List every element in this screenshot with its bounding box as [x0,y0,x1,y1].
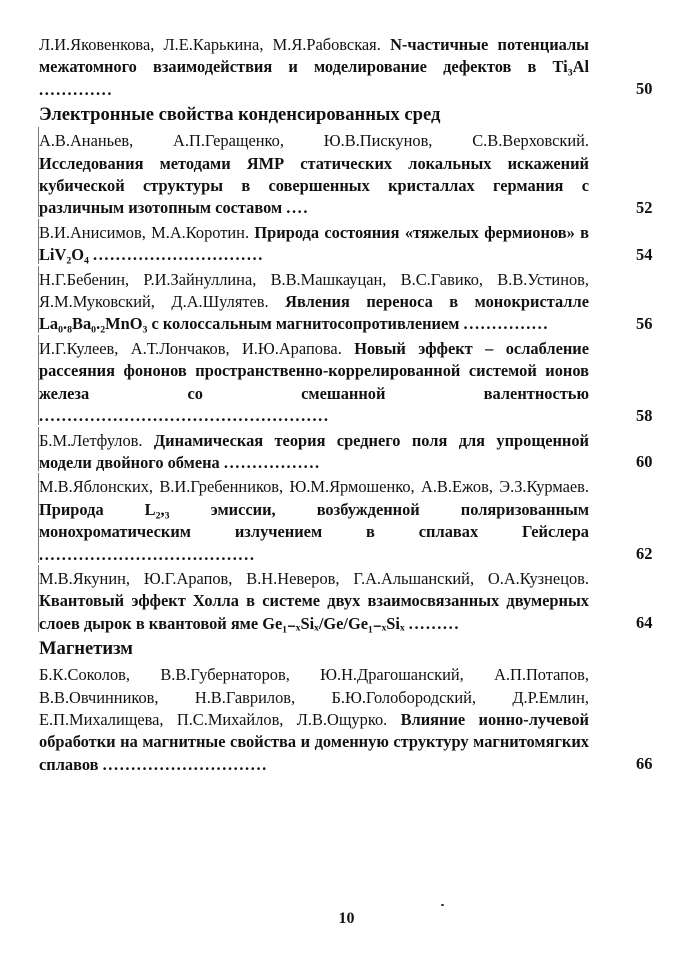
toc-entry [39,664,653,776]
entry-page-number: 50 [636,79,653,99]
entry-page-number: 66 [636,754,653,774]
margin-rule [38,266,39,333]
entry-authors: В.И.Анисимов, М.А.Коротин. [39,222,250,242]
toc-entry [39,222,653,267]
entry-title: Новый эффект – ослабление рассеяния фононов пространственно-коррелированной системой ионов железа со смешанной валентностью [39,338,590,403]
table-of-contents [39,34,653,778]
entry-title: Природа состояния «тяжелых фермионов» в LiV₂O₄ [39,222,589,265]
toc-entry [39,476,653,566]
margin-rule [38,427,39,472]
entry-authors: Л.И.Яковенкова, Л.Е.Карькина, М.Я.Рабовская. [39,35,381,54]
leader-dots: ............................. [102,754,268,774]
section-heading: Магнетизм [39,638,133,660]
toc-entry [39,338,653,428]
leader-dots: ............... [463,314,550,334]
toc-entry [39,568,653,635]
entry-authors: Б.М.Летфулов. [39,430,143,450]
entry-authors: А.В.Ананьев, А.П.Геращенко, Ю.В.Пискунов, С.В.Верховский. [39,131,589,151]
entry-page-number: 56 [636,313,653,333]
entry-authors: И.Г.Кулеев, А.Т.Лончаков, И.Ю.Арапова. [39,338,342,358]
margin-rule [38,127,39,217]
entry-authors: Н.Г.Бебенин, Р.И.Зайнуллина, В.В.Машкауцан, В.С.Гавико, В.В.Устинов, Я.М.Муковский, Д.А.Шулятев. [39,269,589,312]
margin-rule [38,473,39,563]
toc-entry [39,34,653,101]
margin-rule [38,565,39,632]
entry-title: Природа L₂,₃ эмиссии, возбужденной поляризованным монохроматическим излучением в сплавах Гейслера [39,499,589,542]
toc-entry [39,430,653,475]
leader-dots: ............. [39,79,114,99]
page-folio-number: 10 [338,910,355,927]
section-heading: Электронные свойства конденсированных сред [39,104,441,126]
scan-speck [441,904,444,906]
entry-page-number: 62 [636,543,653,563]
entry-page-number: 58 [636,405,653,425]
entry-authors: М.В.Якунин, Ю.Г.Арапов, В.Н.Неверов, Г.А.Альшанский, О.А.Кузнецов. [39,568,589,588]
leader-dots: .............................. [93,245,264,265]
entry-page-number: 60 [636,452,653,472]
entry-title: Явления переноса в монокристалле La₀.₈Ba₀.₂MnO₃ с колоссальным магнитосопротивлением [39,292,589,334]
entry-page-number: 64 [636,613,653,633]
leader-dots: ................................................... [39,406,330,426]
leader-dots: .... [286,198,310,218]
margin-rule [38,219,39,264]
entry-authors: Б.К.Соколов, В.В.Губернаторов, Ю.Н.Драгошанский, А.П.Потапов, В.В.Овчинников, Н.В.Гаврилов, Б.Ю.Голобородский, Д.Р.Емлин, Е.П.Михалищева, П.С.Михайлов, Л.В.Ощурко. [39,665,589,729]
entry-page-number: 54 [636,244,653,264]
leader-dots: ...................................... [39,544,256,564]
entry-title: Динамическая теория среднего поля для упрощенной модели двойного обмена [39,430,589,472]
entry-title: Влияние ионно-лучевой обработки на магнитные свойства и доменную структуру магнитомягких сплавов [39,709,589,774]
entry-title: N-частичные потенциалы межатомного взаимодействия и моделирование дефектов в Ti₃Al [39,35,589,77]
entry-authors: М.В.Яблонских, В.И.Гребенников, Ю.М.Ярмошенко, А.В.Ежов, Э.З.Курмаев. [39,477,589,497]
entry-page-number: 52 [636,197,653,217]
entry-title: Исследования методами ЯМР статических локальных искажений кубической структуры в совершенных кристаллах германия с различным изотопным составом [39,153,589,218]
toc-entry [39,130,653,220]
leader-dots: ................. [223,452,321,472]
entry-title: Квантовый эффект Холла в системе двух взаимосвязанных двумерных слоев дырок в квантовой яме Ge₁₋ₓSiₓ/Ge/Ge₁₋ₓSiₓ [39,591,589,633]
leader-dots: ......... [408,613,461,633]
margin-rule [38,335,39,425]
toc-entry [39,269,653,336]
